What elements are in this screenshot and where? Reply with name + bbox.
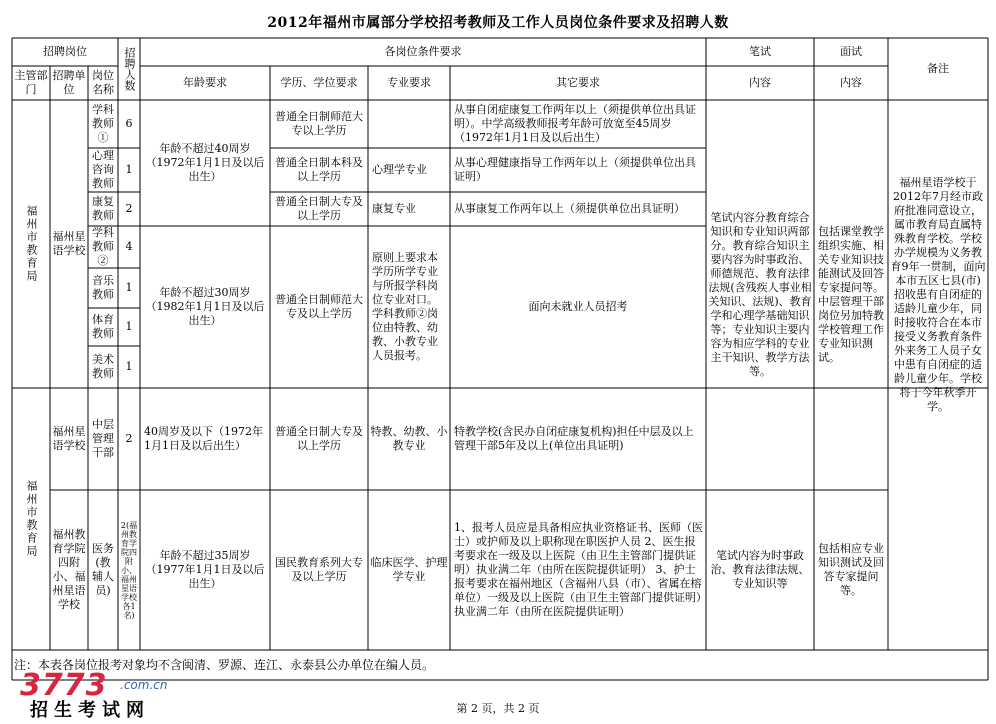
post-count: 1 [125, 360, 133, 373]
header-interview-content: 内容 [840, 76, 862, 89]
post-name: 学科教师① [92, 103, 114, 144]
written-content-cell: 笔试内容分教育综合知识和专业知识两部分。教育综合知识主要内容为时事政治、师德规范、教育法律法规(含残疾人事业相关知识、法规)、教育学和心理学基础知识等；专业知识主要内容为相应学科的专业主干知识、教学方法等。 [708, 211, 812, 378]
post-name: 中层管理干部 [92, 418, 114, 459]
major-cell: 临床医学、护理学专业 [370, 556, 448, 583]
header-other: 其它要求 [556, 76, 600, 89]
header-recruit-count: 招聘人数 [123, 47, 136, 91]
other-cell: 从事康复工作两年以上（须提供单位出具证明） [454, 202, 685, 215]
page-title: 2012年福州市属部分学校招考教师及工作人员岗位条件要求及招聘人数 [267, 15, 729, 31]
education-cell: 普通全日制本科及以上学历 [275, 156, 363, 183]
interview-content-cell: 包括相应专业知识测试及回答专家提问等。 [818, 542, 884, 597]
age-cell: 年龄不超过40周岁（1972年1月1日及以后出生） [145, 142, 265, 183]
header-conditions: 各岗位条件要求 [384, 45, 462, 58]
post-name: 医务(教辅人员) [92, 542, 114, 597]
header-unit: 招聘单位 [52, 69, 86, 96]
post-name: 学科教师② [92, 226, 114, 267]
post-count: 4 [125, 240, 133, 253]
post-count: 2(福州教育学院四附小、福州星语学校各1名) [120, 520, 138, 620]
age-cell: 年龄不超过30周岁（1982年1月1日及以后出生） [145, 286, 265, 327]
major-cell: 康复专业 [372, 202, 416, 215]
post-name: 心理咨询教师 [92, 149, 114, 190]
header-post-name: 岗位名称 [92, 69, 114, 96]
post-name: 音乐教师 [92, 274, 114, 301]
education-cell: 普通全日制师范大专以上学历 [275, 110, 363, 137]
education-cell: 普通全日制大专及以上学历 [275, 195, 363, 222]
post-name: 美术教师 [92, 353, 114, 380]
post-count: 1 [125, 281, 133, 294]
header-education: 学历、学位要求 [280, 76, 358, 89]
unit-cell: 福州星语学校 [52, 425, 86, 452]
post-count: 2 [125, 202, 133, 215]
post-count: 1 [125, 163, 133, 176]
other-cell: 从事自闭症康复工作两年以上（须提供单位出具证明）。中学高级教师报考年龄可放宽至45周岁（1972年1月1日及以后出生） [454, 103, 696, 144]
header-written-content: 内容 [749, 76, 771, 89]
post-name: 康复教师 [92, 195, 114, 222]
header-interview: 面试 [840, 45, 862, 58]
unit-cell: 福州教育学院四附小、福州星语学校 [52, 528, 86, 611]
major-cell: 特教、幼教、小教专业 [370, 425, 448, 452]
authority-cell: 福州市教育局 [25, 205, 38, 283]
unit-cell: 福州星语学校 [52, 230, 86, 257]
education-cell: 国民教育系列大专及以上学历 [275, 556, 363, 583]
authority-cell: 福州市教育局 [25, 480, 38, 558]
post-name: 体育教师 [92, 313, 114, 340]
major-cell: 心理学专业 [372, 163, 427, 176]
header-age: 年龄要求 [183, 76, 227, 89]
post-count: 1 [125, 320, 133, 333]
written-content-cell: 笔试内容为时事政治、教育法律法规、专业知识等 [710, 549, 810, 590]
remarks-cell: 福州星语学校于2012年7月经市政府批准同意设立，属市教育局直属特殊教育学校。学校办学规模为义务教育9年一贯制，面向本市五区七县(市)招收患有自闭症的适龄儿童少年，同时接收符合在本市接受义务教育条件外来务工人员子女中患有自闭症的适龄儿童少年。学校将于今年秋季开学。 [890, 176, 986, 413]
header-written: 笔试 [749, 45, 771, 58]
header-recruit-post: 招聘岗位 [43, 45, 87, 58]
other-cell: 从事心理健康指导工作两年以上（须提供单位出具证明） [454, 156, 696, 183]
education-cell: 普通全日制师范大专及以上学历 [275, 293, 363, 320]
footnote: 注：本表各岗位报考对象均不含闽清、罗源、连江、永泰县公办单位在编人员。 [14, 658, 435, 672]
post-count: 6 [125, 117, 133, 130]
interview-content-cell: 包括课堂教学组织实施、相关专业知识技能测试及回答专家提问等。中层管理干部岗位另加特教学校管理工作专业知识测试。 [818, 225, 884, 364]
header-major: 专业要求 [387, 76, 431, 89]
education-cell: 普通全日制大专及以上学历 [275, 425, 363, 452]
header-remarks: 备注 [927, 62, 949, 75]
age-cell: 40周岁及以下（1972年1月1日及以后出生） [144, 425, 263, 452]
other-cell: 面向未就业人员招考 [528, 300, 628, 313]
header-authority: 主管部门 [14, 69, 48, 96]
site-watermark-logo: 3773 .com.cn 招生考试网 [20, 668, 168, 721]
page-footer: 第 2 页，共 2 页 [456, 702, 540, 715]
other-cell: 1、报考人员应是具备相应执业资格证书、医师（医士）或护师及以上职称现在职医护人员 2、医生报考要求在一级及以上医院（由卫生主管部门提供证明）执业满二年（由所在医院提供证明） 3、护士报考要求在福州地区（含福州八县（市）、省属在榕单位）一级及以上医院（由卫生主管部门提供证明）执业满二年（由所在医院提供证明） [454, 521, 703, 618]
post-count: 2 [125, 432, 133, 445]
major-cell: 原则上要求本学历所学专业与所报学科岗位专业对口。学科教师②岗位由特教、幼教、小教专业人员报考。 [372, 251, 438, 362]
other-cell: 特教学校(含民办自闭症康复机构)担任中层及以上管理干部5年及以上(单位出具证明) [454, 425, 694, 452]
age-cell: 年龄不超过35周岁（1977年1月1日及以后出生） [145, 549, 265, 590]
